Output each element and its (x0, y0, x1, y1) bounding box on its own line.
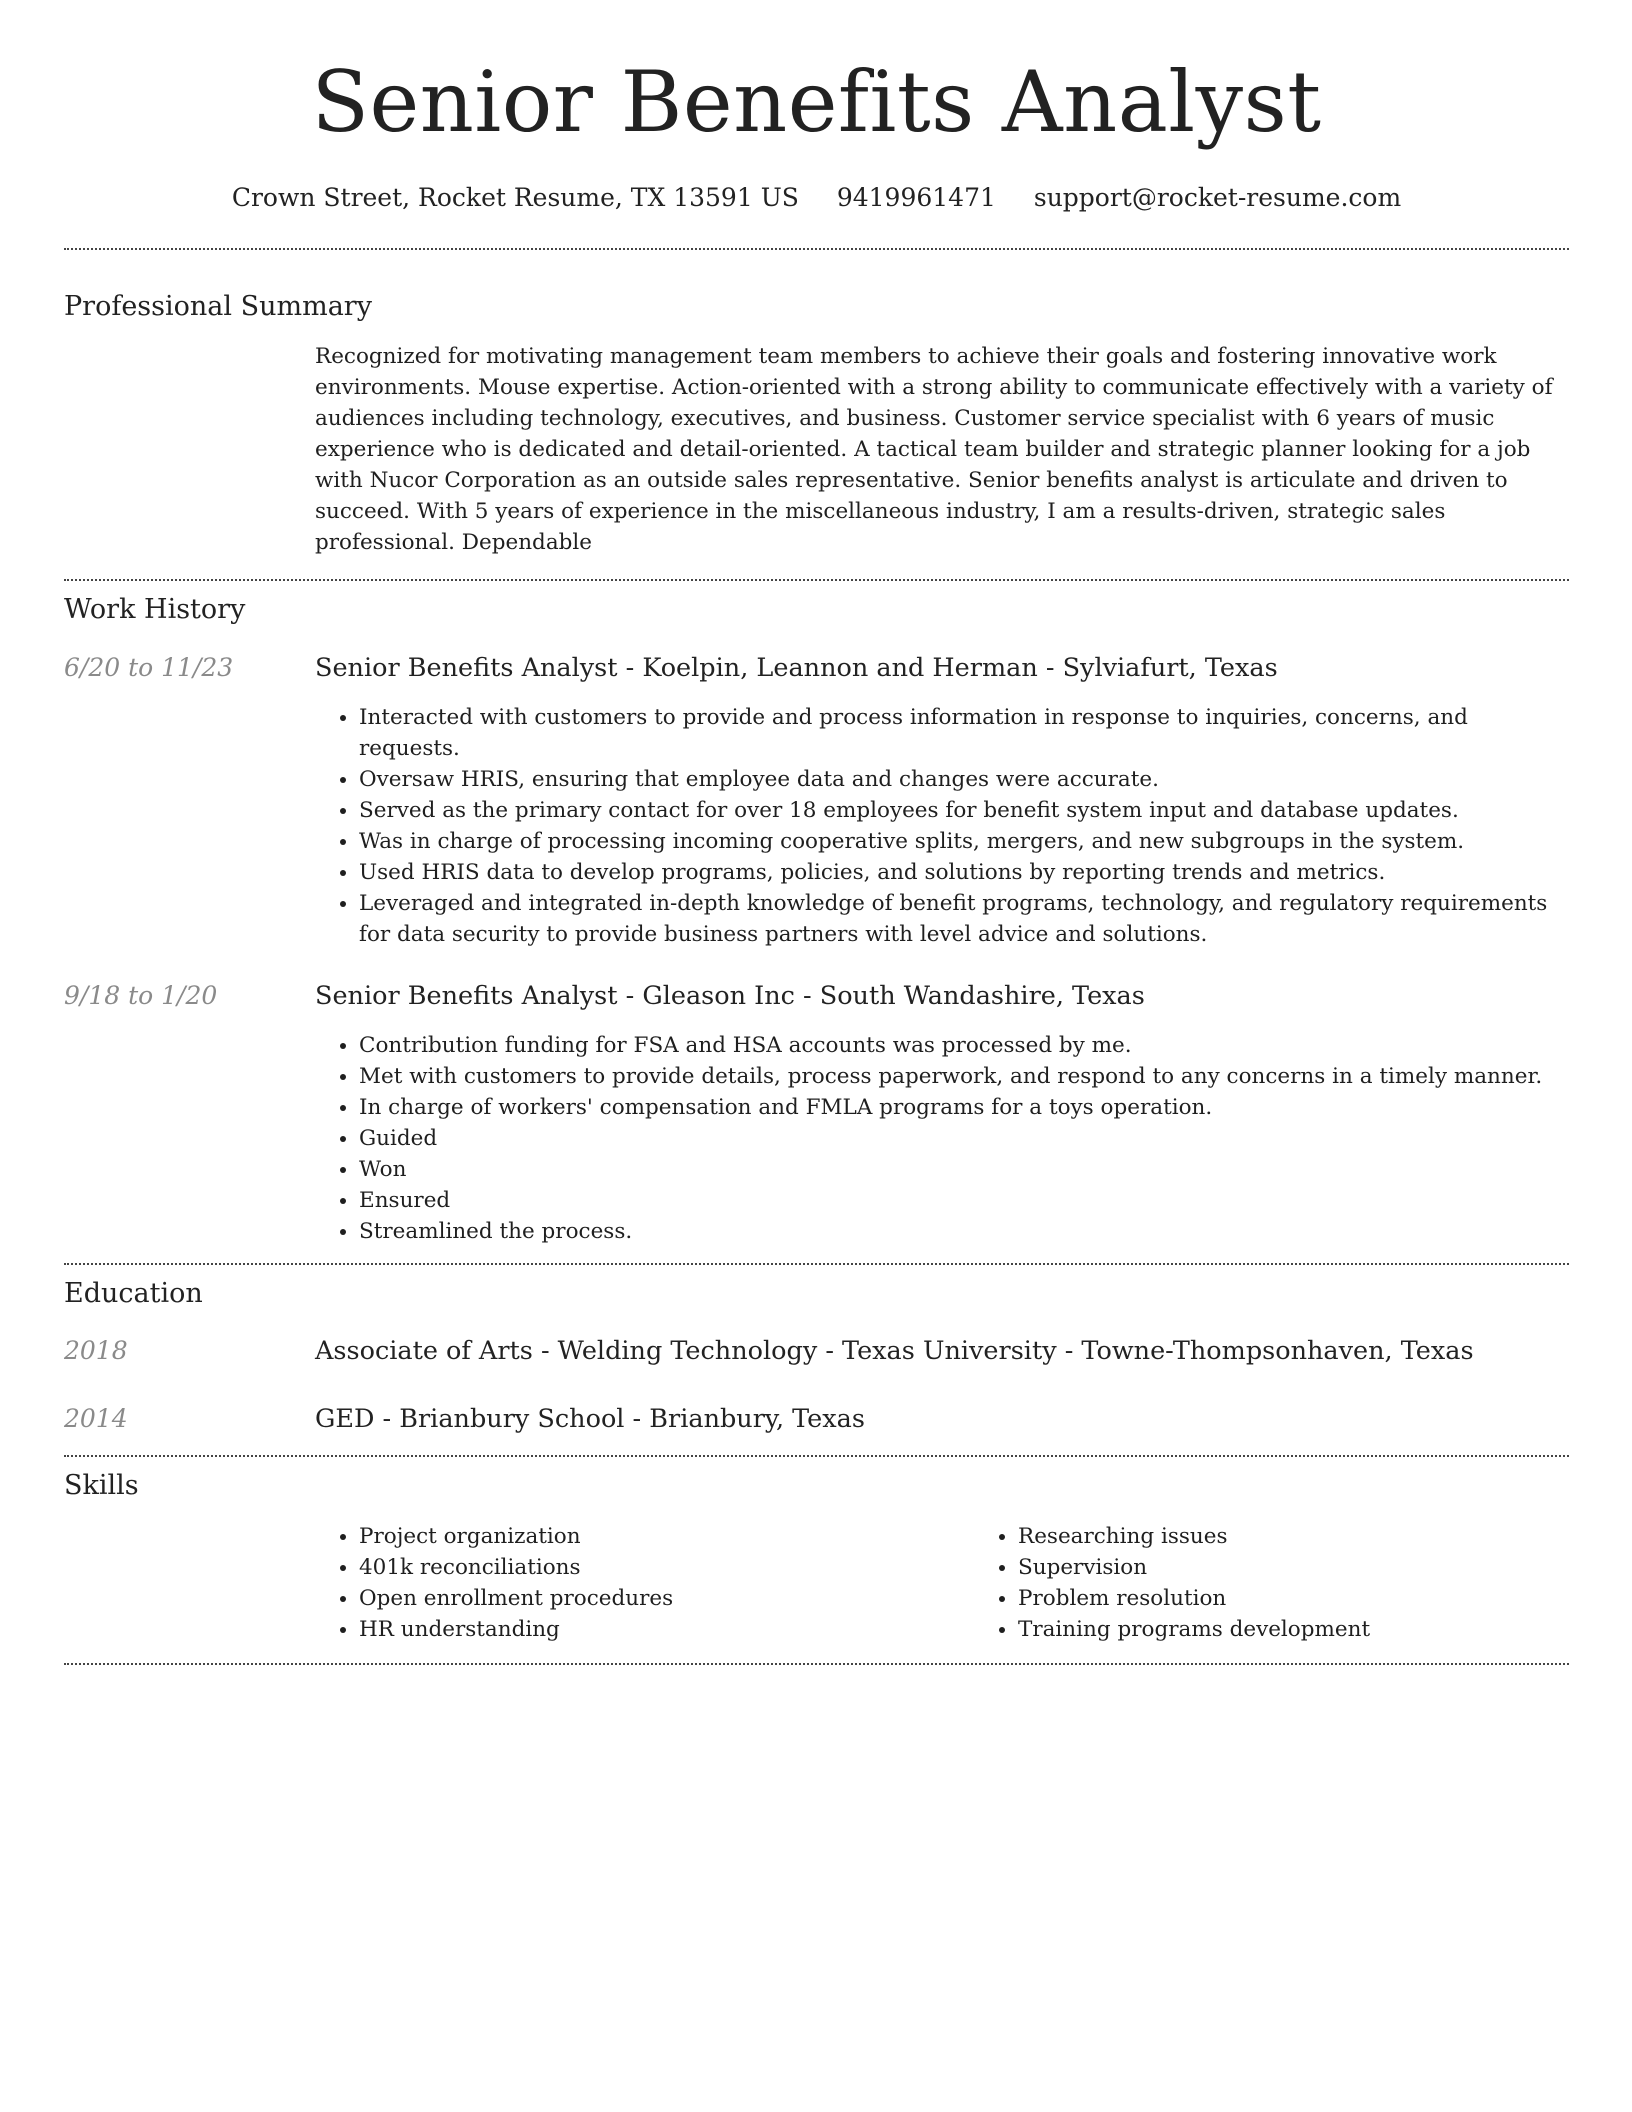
list-item: • Streamlined the process. (359, 1216, 1569, 1247)
job-title: Senior Benefits Analyst - Koelpin, Leannon and Herman - Sylviafurt, Texas (315, 653, 1278, 683)
list-item: • In charge of workers' compensation and FMLA programs for a toys operation. (359, 1092, 1569, 1123)
list-item: • Leveraged and integrated in-depth knowledge of benefit programs, technology, and regulatory requirements for data security to provide business partners with level advice and solutions. (359, 888, 1569, 950)
education-detail: GED - Brianbury School - Brianbury, Texas (315, 1404, 865, 1434)
contact-phone: 9419961471 (836, 183, 996, 212)
divider (64, 1263, 1569, 1265)
contact-email: support@rocket-resume.com (1033, 183, 1402, 212)
summary-text: Recognized for motivating management team members to achieve their goals and fostering innovative work environments. Mouse expertise. Action-oriented with a strong ability to communicate effectively with a variety of audiences including technology, executives, and business. Customer service specialist with 6 years of music experience who is dedicated and detail-oriented. A tactical team builder and strategic planner looking for a job with Nucor Corporation as an outside sales representative. Senior benefits analyst is articulate and driven to succeed. With 5 years of experience in the miscellaneous industry, I am a results-driven, strategic sales professional. Dependable (315, 344, 1553, 555)
resume-page (64, 0, 1569, 1665)
list-item: • Interacted with customers to provide and process information in response to inquiries, concerns, and requests. (359, 702, 1569, 764)
list-item: • Served as the primary contact for over 18 employees for benefit system input and database updates. (359, 795, 1569, 826)
divider (64, 248, 1569, 250)
contact-address: Crown Street, Rocket Resume, TX 13591 US (231, 183, 799, 212)
job-dates: 6/20 to 11/23 (64, 653, 234, 682)
list-item: • Was in charge of processing incoming cooperative splits, mergers, and new subgroups in the system. (359, 826, 1569, 857)
job-entry (64, 980, 1569, 1247)
list-item: • HR understanding (359, 1614, 974, 1645)
list-item: • Researching issues (1018, 1521, 1632, 1552)
list-item: • Problem resolution (1018, 1583, 1632, 1614)
summary-row (64, 341, 1569, 558)
resume-title: Senior Benefits Analyst (311, 53, 1322, 151)
divider (64, 1455, 1569, 1457)
skills-list (974, 1521, 1632, 1645)
education-year: 2018 (64, 1336, 128, 1365)
list-item: • Guided (359, 1123, 1569, 1154)
skills-list (315, 1521, 974, 1645)
education-detail: Associate of Arts - Welding Technology - Texas University - Towne-Thompsonhaven, Texas (315, 1336, 1474, 1366)
list-item: • Won (359, 1154, 1569, 1185)
skills-columns (315, 1521, 1632, 1645)
skills-heading: Skills (64, 1470, 139, 1501)
education-entry (64, 1335, 1569, 1367)
education-heading: Education (64, 1278, 203, 1309)
list-item: • Ensured (359, 1185, 1569, 1216)
job-bullets (315, 1030, 1569, 1247)
list-item: • Oversaw HRIS, ensuring that employee data and changes were accurate. (359, 764, 1569, 795)
list-item: • Supervision (1018, 1552, 1632, 1583)
education-year: 2014 (64, 1404, 128, 1433)
divider (64, 1663, 1569, 1665)
list-item: • Open enrollment procedures (359, 1583, 974, 1614)
summary-heading: Professional Summary (64, 291, 372, 322)
divider (64, 579, 1569, 581)
job-entry (64, 652, 1569, 950)
education-entry (64, 1403, 1569, 1435)
skills-row (64, 1521, 1569, 1645)
list-item: • Project organization (359, 1521, 974, 1552)
job-title: Senior Benefits Analyst - Gleason Inc - South Wandashire, Texas (315, 981, 1145, 1011)
list-item: • Contribution funding for FSA and HSA accounts was processed by me. (359, 1030, 1569, 1061)
list-item: • Used HRIS data to develop programs, policies, and solutions by reporting trends and metrics. (359, 857, 1569, 888)
list-item: • Met with customers to provide details, process paperwork, and respond to any concerns in a timely manner. (359, 1061, 1569, 1092)
contact-line (64, 182, 1569, 214)
work-history-heading: Work History (64, 594, 246, 625)
list-item: • Training programs development (1018, 1614, 1632, 1645)
job-dates: 9/18 to 1/20 (64, 981, 218, 1010)
list-item: • 401k reconciliations (359, 1552, 974, 1583)
job-bullets (315, 702, 1569, 950)
